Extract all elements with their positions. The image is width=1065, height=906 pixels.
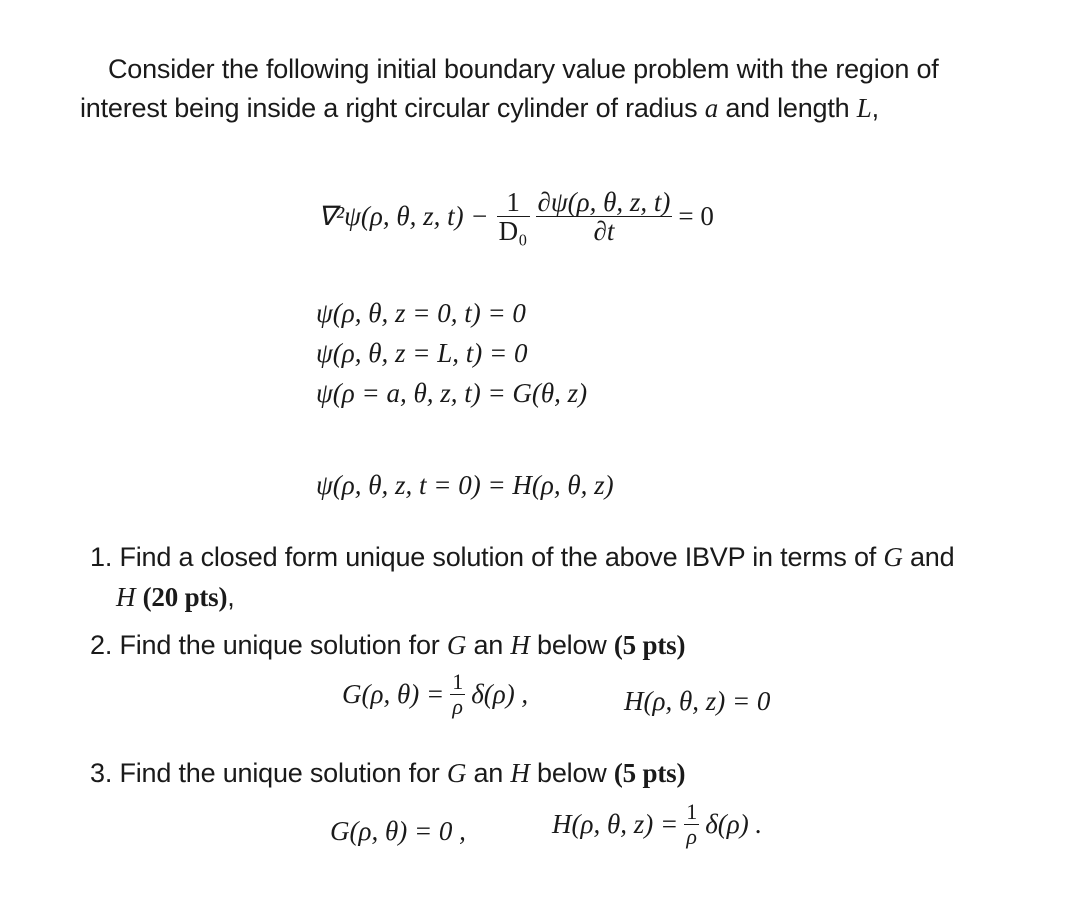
fraction-one-over-rho: $\frac{1}{\rho}$ (452, 669, 464, 719)
pde-lhs: ∇²ψ(ρ, θ, z, t) − (318, 201, 489, 231)
pde-equation (318, 188, 714, 245)
question-number: 1. (90, 542, 113, 572)
initial-condition: ψ(ρ, θ, z, t = 0) = H(ρ, θ, z) (316, 470, 614, 500)
intro-line-2: interest being inside a right circular cylinder of radius a and length L, (80, 93, 879, 123)
boundary-condition: ψ(ρ = a, θ, z, t) = G(θ, z) (316, 378, 588, 408)
question-1-line-2: H (20 pts), (116, 582, 235, 612)
question-2-equation-g: G(ρ, θ) = $\frac{1}{\rho}$ δ(ρ) , (342, 669, 529, 719)
points-badge: (5 pts) (613, 758, 686, 788)
fraction-one-over-rho: $\frac{1}{\rho}$ (686, 799, 698, 849)
intro-line-1: Consider the following initial boundary value problem with the region of (108, 54, 939, 84)
points-badge: (20 pts) (142, 582, 228, 612)
radius-symbol: a (704, 93, 719, 123)
boundary-condition: ψ(ρ, θ, z = 0, t) = 0 (316, 298, 526, 328)
question-2-equation-h: H(ρ, θ, z) = 0 (624, 686, 771, 716)
pde-coefficient: $\frac{1}{\text{D₀}}$ (498, 187, 528, 246)
question-3-line: 3. Find the unique solution for G an H below (5 pts) (90, 758, 686, 788)
boundary-condition: ψ(ρ, θ, z = L, t) = 0 (316, 338, 528, 368)
pde-derivative: $\frac{\partial\psi(\rho, \theta, z, t)}{\partial t}$ (537, 187, 671, 246)
question-3-equation-g: G(ρ, θ) = 0 , (330, 816, 466, 846)
points-badge: (5 pts) (613, 630, 686, 660)
question-number: 2. (90, 630, 113, 660)
pde-rhs: = 0 (678, 201, 714, 231)
question-number: 3. (90, 758, 113, 788)
question-3-equation-h: H(ρ, θ, z) = $\frac{1}{\rho}$ δ(ρ) . (552, 799, 763, 849)
length-symbol: L (856, 93, 872, 123)
question-1-line-1: 1. Find a closed form unique solution of the above IBVP in terms of G and (90, 542, 955, 572)
question-2-line: 2. Find the unique solution for G an H below (5 pts) (90, 630, 686, 660)
